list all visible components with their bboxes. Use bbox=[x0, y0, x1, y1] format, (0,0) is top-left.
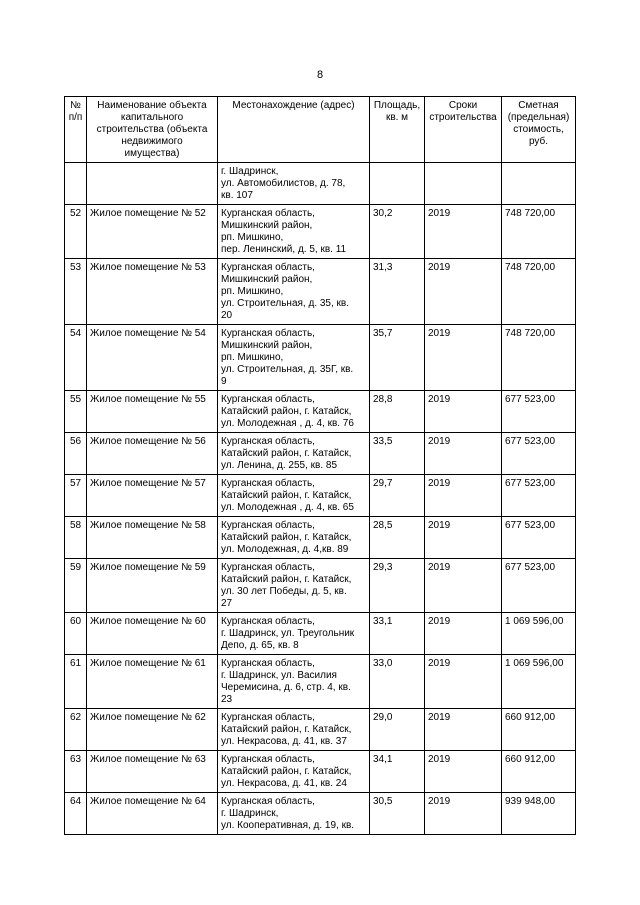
objects-table bbox=[64, 96, 576, 835]
cell-name: Жилое помещение № 57 bbox=[87, 475, 218, 517]
address-line: Курганская область, bbox=[221, 712, 315, 723]
address-line: рп. Мишкино, bbox=[221, 286, 284, 297]
address-line: Черемисина, д. 6, стр. 4, кв. bbox=[221, 682, 351, 693]
cell-area: 28,8 bbox=[370, 391, 425, 433]
table-row bbox=[65, 613, 576, 655]
cell-address bbox=[218, 475, 370, 517]
address-line: г. Шадринск, bbox=[221, 808, 279, 819]
cell-address bbox=[218, 793, 370, 835]
cell-num: 55 bbox=[65, 391, 87, 433]
cell-num: 58 bbox=[65, 517, 87, 559]
cell-num: 64 bbox=[65, 793, 87, 835]
table-row bbox=[65, 391, 576, 433]
address-line: ул. Некрасова, д. 41, кв. 37 bbox=[221, 736, 347, 747]
cell-name: Жилое помещение № 54 bbox=[87, 325, 218, 391]
cell-area bbox=[370, 163, 425, 205]
cell-period: 2019 bbox=[425, 475, 502, 517]
table-row bbox=[65, 433, 576, 475]
address-line: Мишкинский район, bbox=[221, 340, 313, 351]
address-line: г. Шадринск, ул. Василия bbox=[221, 670, 337, 681]
cell-address bbox=[218, 517, 370, 559]
cell-cost: 748 720,00 bbox=[502, 259, 576, 325]
table-row bbox=[65, 517, 576, 559]
address-line: ул. Строительная, д. 35Г, кв. bbox=[221, 364, 354, 375]
cell-area: 33,0 bbox=[370, 655, 425, 709]
cell-num: 57 bbox=[65, 475, 87, 517]
cell-cost: 660 912,00 bbox=[502, 751, 576, 793]
cell-period: 2019 bbox=[425, 709, 502, 751]
address-line: пер. Ленинский, д. 5, кв. 11 bbox=[221, 244, 347, 255]
table-row bbox=[65, 475, 576, 517]
cell-area: 34,1 bbox=[370, 751, 425, 793]
table-row-continuation bbox=[65, 163, 576, 205]
table-row bbox=[65, 559, 576, 613]
cell-cost: 1 069 596,00 bbox=[502, 613, 576, 655]
address-line: Курганская область, bbox=[221, 520, 315, 531]
cell-cost: 939 948,00 bbox=[502, 793, 576, 835]
cell-address: г. Шадринск, ул. Автомобилистов, д. 78, кв. 107 bbox=[218, 163, 370, 205]
address-line: Депо, д. 65, кв. 8 bbox=[221, 640, 299, 651]
address-line: Курганская область, bbox=[221, 436, 315, 447]
header-row bbox=[65, 97, 576, 163]
cell-name: Жилое помещение № 56 bbox=[87, 433, 218, 475]
address-line: 27 bbox=[221, 598, 233, 609]
header-area: Площадь, кв. м bbox=[370, 97, 425, 163]
table-row bbox=[65, 325, 576, 391]
cell-area: 29,0 bbox=[370, 709, 425, 751]
cell-address bbox=[218, 751, 370, 793]
cell-cost: 677 523,00 bbox=[502, 433, 576, 475]
table-row bbox=[65, 793, 576, 835]
address-line: Курганская область, bbox=[221, 754, 315, 765]
address-line: Курганская область, bbox=[221, 562, 315, 573]
cell-num bbox=[65, 163, 87, 205]
address-line: ул. Молодежная , д. 4, кв. 65 bbox=[221, 502, 354, 513]
cell-num: 62 bbox=[65, 709, 87, 751]
cell-name: Жилое помещение № 52 bbox=[87, 205, 218, 259]
cell-name: Жилое помещение № 61 bbox=[87, 655, 218, 709]
header-cost: Сметная (предельная) стоимость, руб. bbox=[502, 97, 576, 163]
address-line: ул. Строительная, д. 35, кв. bbox=[221, 298, 350, 309]
cell-num: 53 bbox=[65, 259, 87, 325]
address-line: ул. Ленина, д. 255, кв. 85 bbox=[221, 460, 338, 471]
address-line: Курганская область, bbox=[221, 658, 315, 669]
address-line: Катайский район, г. Катайск, bbox=[221, 724, 352, 735]
cell-address bbox=[218, 613, 370, 655]
address-line: Мишкинский район, bbox=[221, 274, 313, 285]
header-period: Сроки строительства bbox=[425, 97, 502, 163]
cell-address bbox=[218, 655, 370, 709]
address-line: Курганская область, bbox=[221, 478, 315, 489]
address-line: Курганская область, bbox=[221, 262, 315, 273]
cell-num: 59 bbox=[65, 559, 87, 613]
header-address: Местонахождение (адрес) bbox=[218, 97, 370, 163]
address-line: Курганская область, bbox=[221, 328, 315, 339]
cell-period: 2019 bbox=[425, 559, 502, 613]
cell-name: Жилое помещение № 60 bbox=[87, 613, 218, 655]
cell-address bbox=[218, 325, 370, 391]
cell-cost: 677 523,00 bbox=[502, 559, 576, 613]
cell-area: 33,1 bbox=[370, 613, 425, 655]
cell-area: 30,2 bbox=[370, 205, 425, 259]
cell-cost: 748 720,00 bbox=[502, 325, 576, 391]
address-line: ул. Кооперативная, д. 19, кв. bbox=[221, 820, 355, 831]
cell-num: 54 bbox=[65, 325, 87, 391]
table-row bbox=[65, 205, 576, 259]
cell-area: 29,7 bbox=[370, 475, 425, 517]
table-row bbox=[65, 259, 576, 325]
address-line: Катайский район, г. Катайск, bbox=[221, 448, 352, 459]
cell-period: 2019 bbox=[425, 751, 502, 793]
cell-period: 2019 bbox=[425, 325, 502, 391]
cell-cost bbox=[502, 163, 576, 205]
cell-area: 33,5 bbox=[370, 433, 425, 475]
cell-name: Жилое помещение № 62 bbox=[87, 709, 218, 751]
cell-period: 2019 bbox=[425, 259, 502, 325]
header-num: № п/п bbox=[65, 97, 87, 163]
cell-address bbox=[218, 433, 370, 475]
cell-name bbox=[87, 163, 218, 205]
cell-address bbox=[218, 709, 370, 751]
address-line: Курганская область, bbox=[221, 394, 315, 405]
cell-area: 28,5 bbox=[370, 517, 425, 559]
cell-num: 61 bbox=[65, 655, 87, 709]
cell-name: Жилое помещение № 58 bbox=[87, 517, 218, 559]
cell-cost: 677 523,00 bbox=[502, 391, 576, 433]
address-line: 9 bbox=[221, 376, 227, 387]
cell-period: 2019 bbox=[425, 433, 502, 475]
cell-name: Жилое помещение № 64 bbox=[87, 793, 218, 835]
address-line: рп. Мишкино, bbox=[221, 232, 284, 243]
cell-area: 31,3 bbox=[370, 259, 425, 325]
header-name: Наименование объекта капитального строительства (объекта недвижимого имущества) bbox=[87, 97, 218, 163]
cell-name: Жилое помещение № 55 bbox=[87, 391, 218, 433]
address-line: Катайский район, г. Катайск, bbox=[221, 574, 352, 585]
cell-address bbox=[218, 559, 370, 613]
cell-cost: 677 523,00 bbox=[502, 517, 576, 559]
address-line: ул. Молодежная, д. 4,кв. 89 bbox=[221, 544, 349, 555]
address-line: Курганская область, bbox=[221, 616, 315, 627]
cell-period: 2019 bbox=[425, 793, 502, 835]
cell-num: 56 bbox=[65, 433, 87, 475]
cell-cost: 1 069 596,00 bbox=[502, 655, 576, 709]
cell-cost: 660 912,00 bbox=[502, 709, 576, 751]
address-line: Катайский район, г. Катайск, bbox=[221, 406, 352, 417]
cell-num: 52 bbox=[65, 205, 87, 259]
address-line: 20 bbox=[221, 310, 233, 321]
cell-num: 60 bbox=[65, 613, 87, 655]
cell-address bbox=[218, 391, 370, 433]
address-line: Катайский район, г. Катайск, bbox=[221, 532, 352, 543]
cell-period: 2019 bbox=[425, 613, 502, 655]
table-row bbox=[65, 709, 576, 751]
cell-cost: 677 523,00 bbox=[502, 475, 576, 517]
address-line: ул. 30 лет Победы, д. 5, кв. bbox=[221, 586, 347, 597]
address-line: Курганская область, bbox=[221, 796, 315, 807]
cell-num: 63 bbox=[65, 751, 87, 793]
cell-area: 35,7 bbox=[370, 325, 425, 391]
cell-period: 2019 bbox=[425, 655, 502, 709]
cell-name: Жилое помещение № 59 bbox=[87, 559, 218, 613]
cell-address bbox=[218, 205, 370, 259]
address-line: 23 bbox=[221, 694, 233, 705]
address-line: г. Шадринск, ул. Треугольник bbox=[221, 628, 355, 639]
address-line: ул. Некрасова, д. 41, кв. 24 bbox=[221, 778, 347, 789]
table-row bbox=[65, 751, 576, 793]
cell-name: Жилое помещение № 53 bbox=[87, 259, 218, 325]
table-row bbox=[65, 655, 576, 709]
cell-cost: 748 720,00 bbox=[502, 205, 576, 259]
cell-name: Жилое помещение № 63 bbox=[87, 751, 218, 793]
cell-period: 2019 bbox=[425, 205, 502, 259]
cell-period: 2019 bbox=[425, 391, 502, 433]
page-number: 8 bbox=[316, 69, 324, 81]
address-line: ул. Молодежная , д. 4, кв. 76 bbox=[221, 418, 354, 429]
address-line: Мишкинский район, bbox=[221, 220, 313, 231]
cell-period: 2019 bbox=[425, 517, 502, 559]
cell-area: 29,3 bbox=[370, 559, 425, 613]
address-line: рп. Мишкино, bbox=[221, 352, 284, 363]
cell-area: 30,5 bbox=[370, 793, 425, 835]
address-line: Курганская область, bbox=[221, 208, 315, 219]
address-line: Катайский район, г. Катайск, bbox=[221, 766, 352, 777]
address-line: Катайский район, г. Катайск, bbox=[221, 490, 352, 501]
cell-period bbox=[425, 163, 502, 205]
cell-address bbox=[218, 259, 370, 325]
